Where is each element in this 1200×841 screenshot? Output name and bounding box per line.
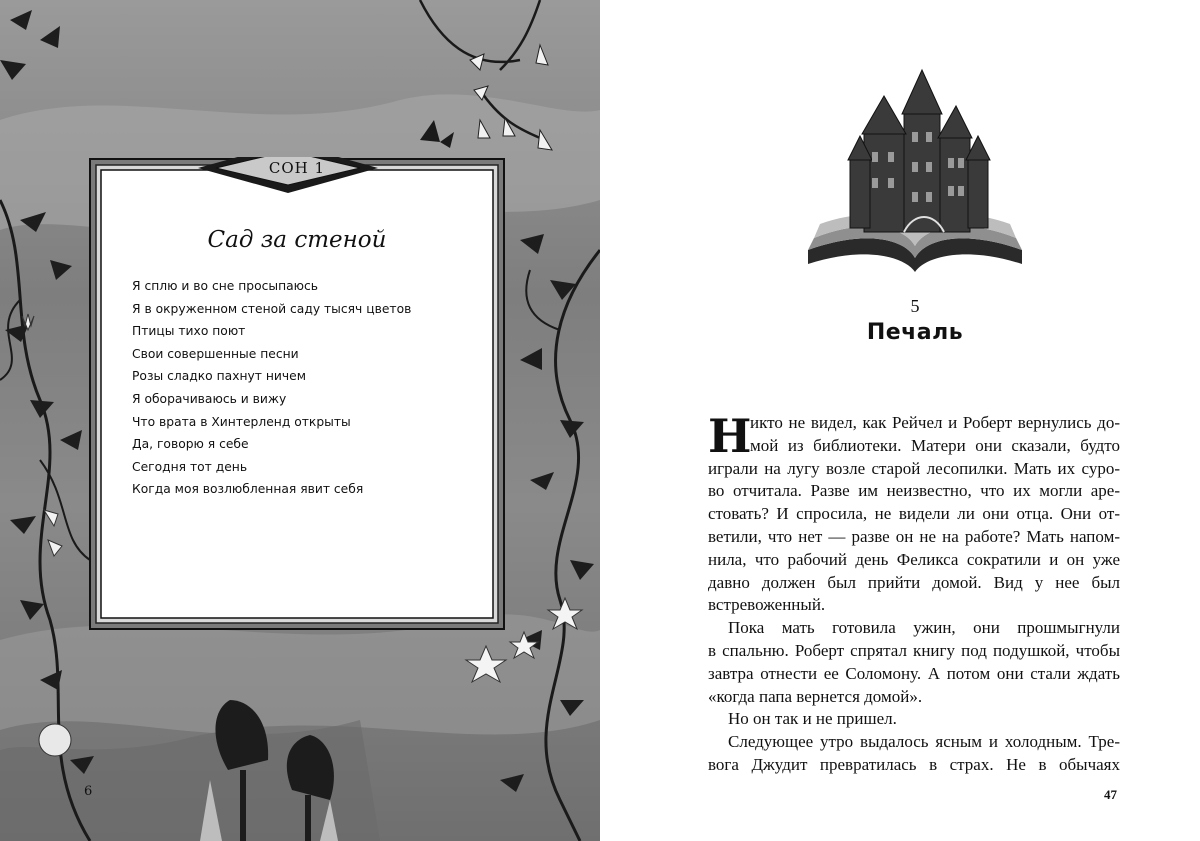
poem-line: Птицы тихо поют [132,324,246,339]
poem-line: Свои совершенные песни [132,346,299,361]
poem-line: Я в окруженном стеной саду тысяч цветов [132,301,412,316]
poem-line: Я оборачиваюсь и вижу [132,391,287,406]
text-line: вога Джудит превратилась в страх. Не в обычаях [708,754,1120,774]
poem-line: Я сплю и во сне просыпаюсь [132,279,319,293]
poem-line: Что врата в Хинтерленд открыты [132,414,351,429]
left-page-number: 6 [84,784,93,799]
text-line: встревоженный. [708,595,826,615]
text-line: давно должен был прийти домой. Вид у нее был [708,572,1120,592]
chapter-title: Печаль [866,320,964,345]
text-line: в спальню. Роберт спрятал книгу под подушкой, чтобы [708,640,1120,660]
poem [132,275,411,501]
dream-label: СОН 1 [268,159,326,177]
dream-title: Сад за стеной [207,227,387,253]
chapter-body [708,409,1120,777]
text-line: икто не видел, как Рейчел и Роберт вернулись до- [750,413,1120,432]
drop-cap: Н [708,409,752,463]
text-line: Но он так и не пришел. [728,709,897,729]
chapter-number: 5 [910,296,920,316]
poem-line: Да, говорю я себе [132,437,249,452]
poem-line: Когда моя возлюбленная явит себя [132,482,364,497]
text-line: во отчитала. Разве им неизвестно, что их могли аре- [708,481,1120,501]
right-page [600,0,1200,841]
text-line: ветили, что нет — разве он не на работе? Мать напом- [708,526,1120,546]
text-line: стовать? И спросила, не видели ли они отца. Они от- [708,504,1120,524]
text-line: Пока мать готовила ужин, они прошмыгнули [728,618,1120,638]
text-line: нила, что рабочий день Феликса сократили и он уже [708,549,1120,569]
text-line: завтра отнести ее Соломону. А потом они стали ждать [708,663,1120,683]
text-line: играли на лугу возле старой лесопилки. Мать их суро- [708,458,1120,478]
dream-frame [88,157,506,631]
pop-up-book-castle-illustration [804,62,1026,284]
text-line: «когда папа вернется домой». [708,686,923,706]
text-line: мой из библиотеки. Матери они сказали, будто [750,435,1120,455]
poem-line: Розы сладко пахнут ничем [132,369,306,384]
right-page-number: 47 [1104,787,1117,802]
text-line: Следующее утро выдалось ясным и холодным. Тре- [728,732,1120,752]
poem-line: Сегодня тот день [132,459,248,474]
